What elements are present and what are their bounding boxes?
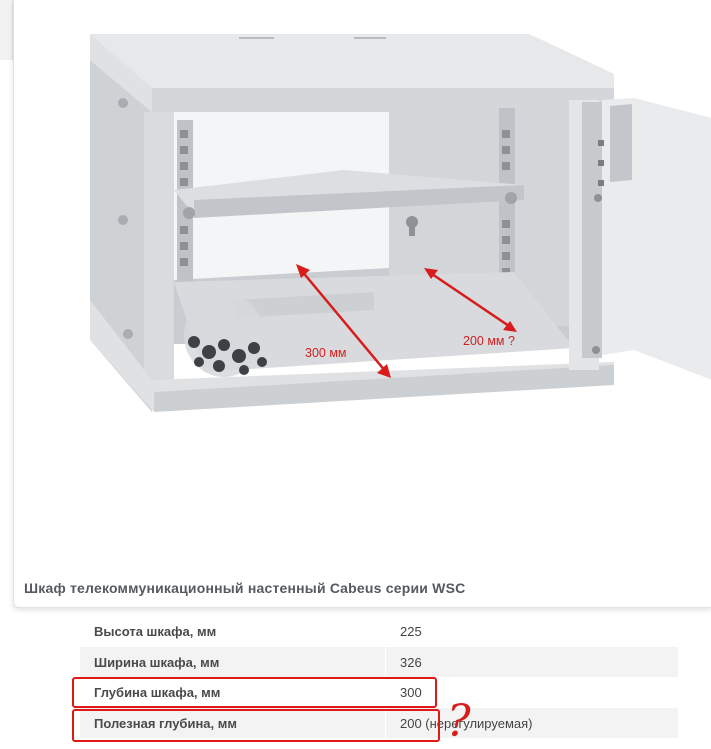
spec-row-height bbox=[80, 616, 678, 647]
spec-value: 225 bbox=[400, 624, 422, 639]
spec-row-width bbox=[80, 647, 678, 678]
product-image-card bbox=[13, 0, 711, 608]
left-panel-edge bbox=[0, 0, 13, 60]
highlight-useful-depth-box bbox=[72, 709, 440, 742]
spec-value: 300 bbox=[400, 685, 422, 700]
handwritten-question-mark: ? bbox=[447, 696, 471, 747]
spec-label: Высота шкафа, мм bbox=[94, 624, 217, 639]
wall-cabinet-photo bbox=[14, 0, 711, 560]
image-caption: Шкаф телекоммуникационный настенный Cabeus серии WSC bbox=[24, 580, 466, 596]
spec-value: 200 (нерегулируемая) bbox=[400, 715, 533, 731]
spec-label: Ширина шкафа, мм bbox=[94, 654, 220, 670]
spec-label: Полезная глубина, мм bbox=[94, 715, 237, 731]
spec-value: 326 bbox=[400, 654, 422, 670]
highlight-depth-box bbox=[72, 677, 437, 708]
depth-label: 300 мм bbox=[305, 346, 347, 360]
useful-depth-label: 200 мм ? bbox=[463, 334, 515, 348]
spec-label: Глубина шкафа, мм bbox=[94, 685, 221, 700]
